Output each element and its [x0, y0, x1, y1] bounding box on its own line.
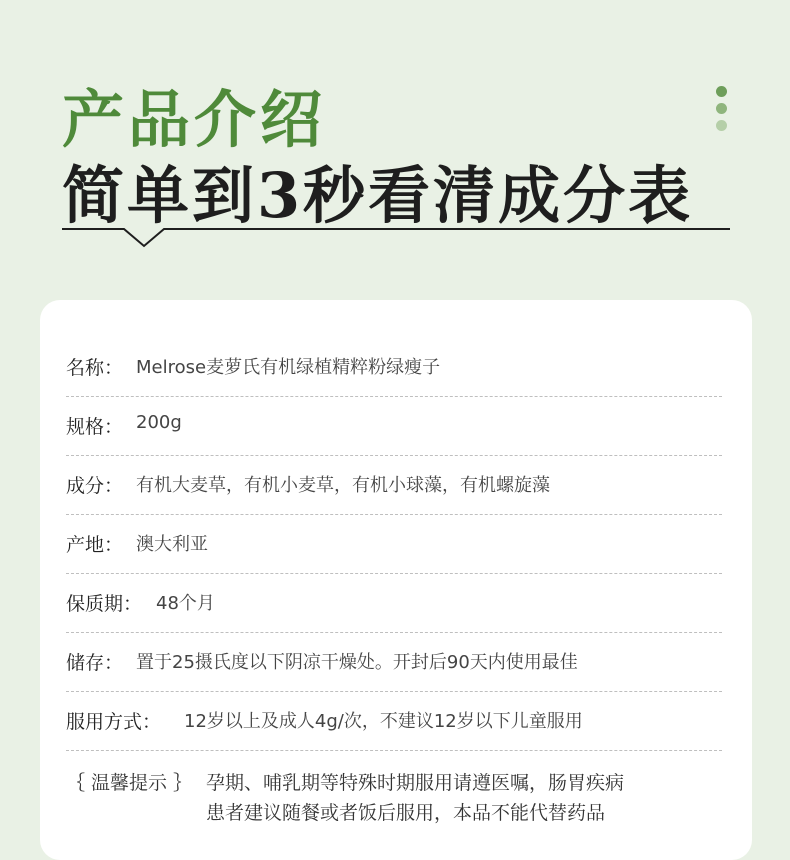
- spec-row-shelf-life: [66, 574, 722, 633]
- divider-notch-line: [62, 229, 730, 246]
- spec-label: 产地：: [66, 534, 124, 556]
- spec-label: 保质期：: [66, 593, 143, 615]
- spec-value: 48个月: [156, 593, 215, 614]
- warm-tip-line-1: 孕期、哺乳期等特殊时期服用请遵医嘱，肠胃疾病: [206, 772, 625, 794]
- spec-row-storage: [66, 633, 722, 692]
- decorative-dots: [716, 86, 728, 137]
- spec-row-name: [66, 338, 722, 397]
- spec-value: 置于25摄氏度以下阴凉干燥处。开封后90天内使用最佳: [136, 652, 578, 673]
- warm-tip-label: ｛ 温馨提示 ｝: [66, 772, 193, 794]
- dot-icon: [716, 103, 727, 114]
- spec-label: 储存：: [66, 652, 124, 674]
- spec-label: 成分：: [66, 475, 124, 497]
- dot-icon: [716, 120, 727, 131]
- spec-label: 名称：: [66, 357, 124, 379]
- spec-value: 有机大麦草，有机小麦草，有机小球藻，有机螺旋藻: [136, 475, 550, 496]
- spec-value: 澳大利亚: [136, 534, 208, 555]
- spec-table: [66, 338, 722, 751]
- spec-row-usage: [66, 692, 722, 751]
- warm-tip-line-2: 患者建议随餐或者饭后服用，本品不能代替药品: [206, 802, 606, 824]
- spec-value: Melrose麦萝氏有机绿植精粹粉绿瘦子: [136, 357, 441, 378]
- spec-value: 200g: [136, 412, 182, 433]
- spec-label: 规格：: [66, 416, 124, 438]
- dot-icon: [716, 86, 727, 97]
- spec-label: 服用方式：: [66, 711, 162, 733]
- spec-row-ingredients: [66, 456, 722, 515]
- title-line-1: 产品介绍: [62, 83, 327, 156]
- title-divider: [62, 222, 730, 252]
- title-line-2: 简单到3秒看清成分表: [62, 159, 694, 232]
- spec-row-size: [66, 397, 722, 456]
- spec-value: 12岁以上及成人4g/次，不建议12岁以下儿童服用: [184, 711, 583, 732]
- spec-row-origin: [66, 515, 722, 574]
